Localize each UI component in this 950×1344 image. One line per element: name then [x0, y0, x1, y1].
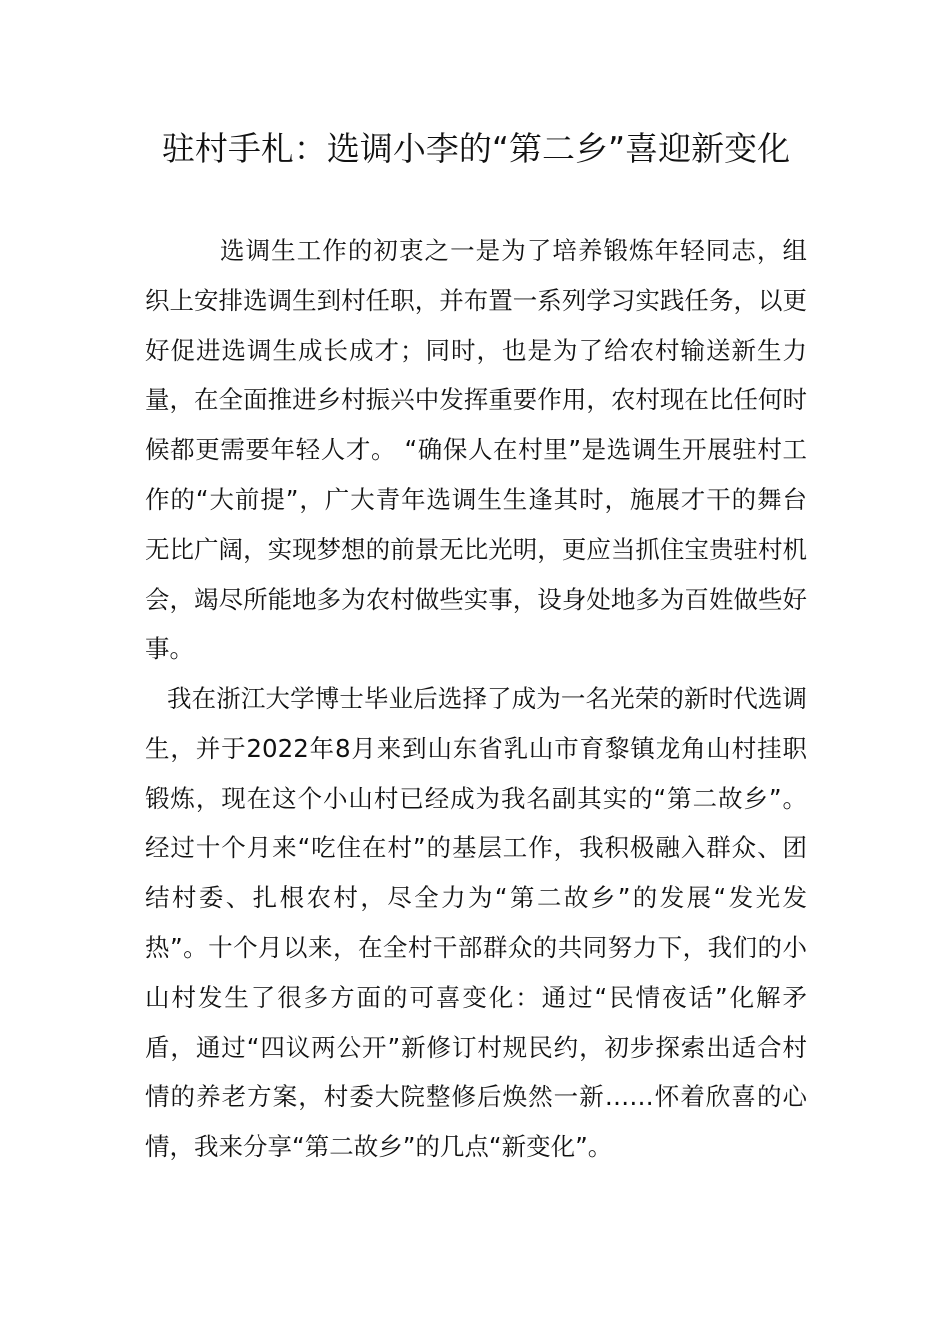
paragraph-1: 选调生工作的初衷之一是为了培养锻炼年轻同志，组织上安排选调生到村任职，并布置一系列学习实践任务，以更好促进选调生成长成才；同时，也是为了给农村输送新生力量，在全面推进乡村振兴中发挥重要作用，农村现在比任何时候都更需要年轻人才。 “确保人在村里”是选调生开展驻村工作的“大前提”，广大青年选调生生逢其时，施展才干的舞台无比广阔，实现梦想的前景无比光明，更应当抓住宝贵驻村机会，竭尽所能地多为农村做些实事，设身处地多为百姓做些好事。 [145, 236, 807, 664]
paragraph-2: 我在浙江大学博士毕业后选择了成为一名光荣的新时代选调生，并于2022年8月来到山东省乳山市育黎镇龙角山村挂职锻炼，现在这个小山村已经成为我名副其实的“第二故乡”。经过十个月来“吃住在村”的基层工作，我积极融入群众、团结村委、扎根农村，尽全力为“第二故乡”的发展“发光发热”。十个月以来，在全村干部群众的共同努力下，我们的小山村发生了很多方面的可喜变化：通过“民情夜话”化解矛盾，通过“四议两公开”新修订村规民约，初步探索出适合村情的养老方案，村委大院整修后焕然一新……怀着欣喜的心情，我来分享“第二故乡”的几点“新变化”。 [145, 684, 807, 1162]
document-title: 驻村手札：选调小李的“第二乡”喜迎新变化 [161, 129, 791, 168]
